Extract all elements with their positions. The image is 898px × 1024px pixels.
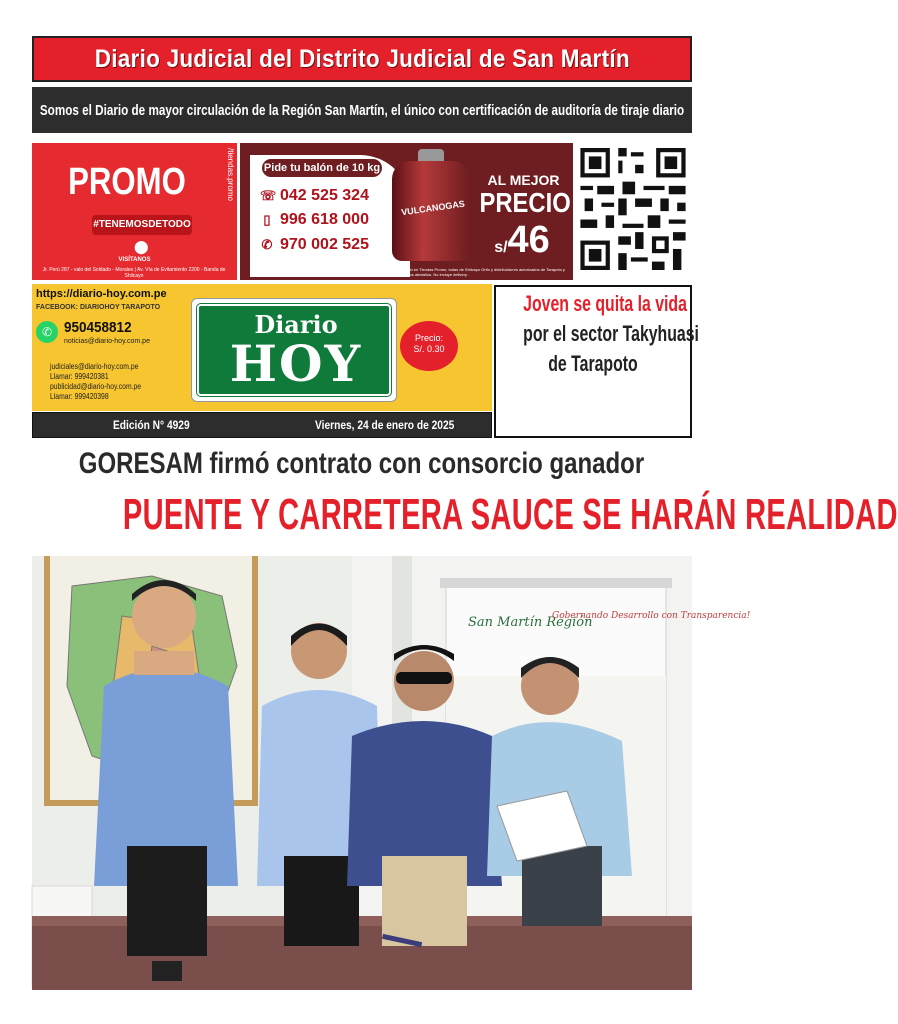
main-kicker: GORESAM firmó contrato con consorcio ganador [78, 447, 645, 480]
main-headline: PUENTE Y CARRETERA SAUCE SE HARÁN REALIDAD [122, 490, 898, 539]
gas-currency: s/ [494, 239, 508, 256]
promo-visit: VISÍTANOS [118, 257, 151, 263]
gas-price-label: PRECIO [479, 187, 571, 218]
gas-ad-heading: Pide tu balón de 10 kg [262, 159, 382, 177]
gas-best: AL MEJOR [487, 172, 560, 188]
judicial-phone: Llamar: 999420381 [50, 372, 109, 381]
ads-email: publicidad@diario-hoy.com.pe [50, 382, 142, 391]
qr-code [580, 148, 686, 270]
main-photo [32, 556, 751, 990]
promo-ad [32, 143, 237, 280]
gas-brand: VULCANOGAS [400, 198, 466, 218]
gas-phone-number: 996 618 000 [280, 211, 369, 228]
price-badge [400, 321, 458, 371]
judicial-email: judiciales@diario-hoy.com.pe [50, 362, 139, 371]
website-link[interactable]: https://diario-hoy.com.pe [36, 288, 167, 300]
promo-social: /tiendas.promo [226, 148, 235, 201]
edition-number: Edición N° 4929 [113, 418, 190, 432]
logo-hoy-text: HOY [229, 334, 363, 393]
slogan-text: Somos el Diario de mayor circulación de la Región San Martín, el único con certificación de auditoría de tiraje diario [39, 101, 685, 119]
ads-phone: Llamar: 999420398 [50, 392, 109, 401]
location-pin-icon: ⬤ [134, 239, 149, 254]
logo-diario-text: Diario [254, 310, 338, 339]
side-headline-1: Joven se quita la vida [523, 291, 687, 316]
banner-title: Diario Judicial del Distrito Judicial de San Martín [94, 44, 630, 73]
side-headline-3: de Tarapoto [548, 351, 638, 376]
price-label: Precio: [414, 333, 443, 343]
slogan-bar [32, 87, 692, 133]
gas-price-value: 46 [507, 219, 550, 261]
gas-phone-number: 042 525 324 [280, 187, 369, 204]
whatsapp-icon: ✆ [261, 237, 273, 252]
price-value: S/. 0.30 [413, 344, 445, 354]
main-photo-illustration [32, 556, 751, 990]
mobile-icon: ▯ [263, 212, 271, 227]
banner-slogan-text: Gobernando Desarrollo con Transparencia! [552, 611, 751, 621]
whatsapp-number: 950458812 [64, 319, 132, 336]
whatsapp-icon: ✆ [36, 321, 58, 343]
newspaper-banner [32, 36, 692, 82]
promo-address: Jr. Perú 287 - valo del Soldado - Morales | Av. Vía de Evitamiento 2200 - Banda de Shilcayo [42, 267, 226, 279]
side-story [494, 285, 699, 438]
gas-note: *Válido en Tiendas Promo, todas de Shilcayo Grifo y distribuidores autorizados de Tarapoto y distritos aledaños. No incluye delivery. [400, 267, 565, 277]
edition-bar [32, 412, 492, 438]
promo-hashtag: #TENEMOSDETODO [92, 215, 192, 235]
gas-price [472, 219, 572, 262]
news-email: noticias@diario-hoy.com.pe [64, 338, 150, 345]
phone-icon: ☏ [260, 188, 277, 203]
side-headline-2: por el sector Takyhuasi [523, 321, 699, 346]
edition-date: Viernes, 24 de enero de 2025 [315, 418, 455, 432]
promo-title: PROMO [68, 161, 186, 203]
logo-sign [197, 304, 391, 396]
banner-brand-text: San Martín Región [468, 615, 593, 630]
gas-phone-number: 970 002 525 [280, 236, 369, 253]
facebook-handle: FACEBOOK: DIARIOHOY TARAPOTO [36, 304, 161, 311]
gas-ad [240, 143, 573, 280]
diario-hoy-logo [191, 298, 397, 402]
masthead [32, 284, 492, 411]
